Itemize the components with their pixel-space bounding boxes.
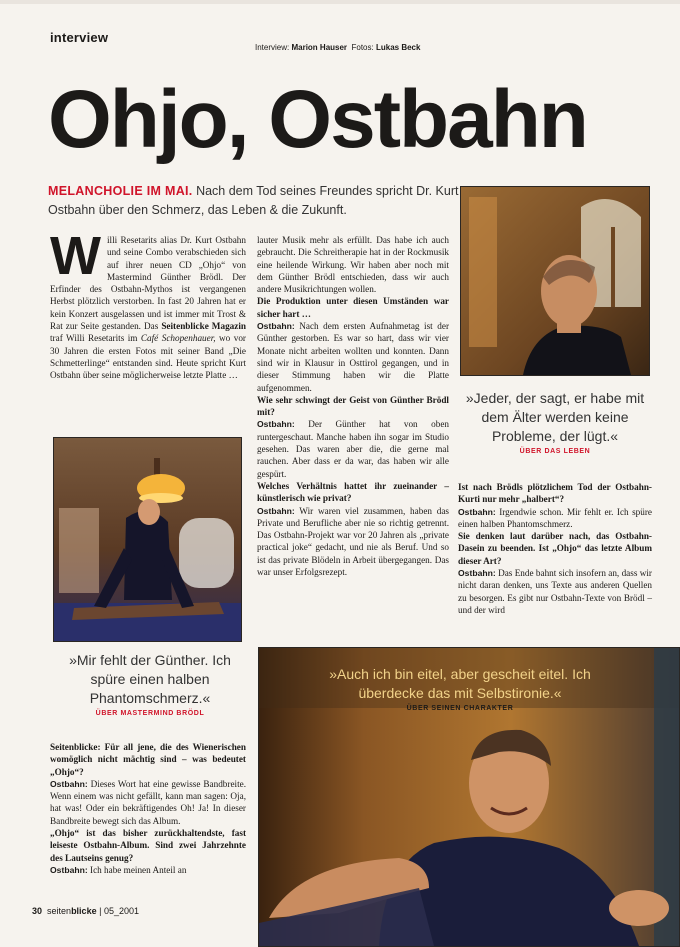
section-label: interview (50, 30, 109, 45)
photos-label: Fotos: (351, 43, 374, 52)
photo-profile-portrait (460, 186, 650, 376)
page-footer (32, 906, 139, 916)
top-edge-rule (0, 0, 680, 4)
column-1-lower (50, 741, 246, 876)
pullquote-guenther (52, 651, 248, 717)
photographer-name: Lukas Beck (375, 43, 421, 52)
footer-magazine-bold: blicke (71, 906, 97, 916)
a-quiet-text: Ich habe meinen Anteil an (87, 864, 187, 875)
byline-credits (255, 43, 420, 52)
a-spirit-label: Ostbahn: (257, 419, 295, 430)
col2-text: lauter Musik mehr als erfüllt. Das habe ich auch gebraucht. Die Schreitherapie hat in der Rockmusik eine heilende Wirkung. Wir haben aber noch mit dem Günther Brödl entschieden, dass wir auch andere Musikrichtungen wollen. (257, 235, 449, 295)
q-ohjo-label: Seitenblicke: (50, 742, 101, 752)
interviewer-name: Marion Hauser (291, 43, 348, 52)
pullquote-charakter (310, 665, 610, 712)
intro-text-b: traf Willi Resetarits im (50, 333, 141, 344)
q-ohjo-text: Für all jene, die des Wienerischen womöglich nicht mächtig sind – was bedeutet „Ohjo“? (50, 742, 246, 777)
photo-leaning-at-table (53, 437, 242, 642)
q-spirit: Wie sehr schwingt der Geist von Günther Brödl mit? (257, 394, 449, 418)
a-last-album-label: Ostbahn: (458, 568, 496, 579)
q-last-album: Sie denken laut darüber nach, das Ostbahn-Dasein zu beenden. Ist „Ohjo“ das letzte Album dieser Art? (458, 531, 652, 566)
q-relationship: Welches Verhältnis hattet ihr zueinander – künstlerisch wie privat? (257, 480, 449, 504)
intro-column (50, 226, 246, 382)
a-production-text: Nach dem ersten Aufnahmetag ist der Günther gestorben. Es war so hart, dass wir vier Monate nicht arbeiten wollten und konnten. Dann sind wir in Klausur in Osttirol gegangen, und in dieser Stimmung haben wir die Platte aufgenommen. (257, 321, 449, 393)
photo-profile-portrait-image (461, 187, 649, 375)
a-halbert-label: Ostbahn: (458, 506, 496, 517)
intro-text-c: wo vor 30 Jahren die ersten Fotos mit seiner Band „Die Schmetterlinge“ entstanden sind. Heute spricht Kurt Ostbahn über seine möglicherweise letzte Platte … (50, 333, 246, 381)
a-last-album-text: Das Ende bahnt sich insofern an, dass wir nicht daran denken, uns Texte aus anderen Quellen zu besorgen. Es gibt nur Ostbahn-Texte von Brödl – und der wird (458, 568, 652, 615)
a-relationship-label: Ostbahn: (257, 505, 295, 516)
intro-text-a: illi Resetarits alias Dr. Kurt Ostbahn und seine Combo verabschieden sich auf ihrer neuen CD „Ohjo“ von Mastermind Günther Brödl. Der Erfinder des Ostbahn-Mythos ist vergangenen Herbst plötzlich verstorben. In fast 20 Jahren hat er kein Konzert ausgelassen und ist immer mit Trost & Rat zur Seite gestanden. Das (50, 235, 246, 332)
interview-label: Interview: (255, 43, 290, 52)
pullquote-charakter-text: »Auch ich bin eitel, aber gescheit eitel. Ich überdecke das mit Selbstironie.« (329, 666, 591, 701)
footer-issue: 05_2001 (103, 906, 139, 916)
a-spirit-text: Der Günther hat von oben runtergeschaut. Manche haben ihn sogar im Studio gesehen. Das waren aber die, die gerne mal rauchen. Aber dass er da war, das haben wir alle gespürt. (257, 419, 449, 479)
a-relationship-text: Wir waren viel zusammen, haben das Private und Berufliche aber nie so richtig getrennt. Das Ostbahn-Projekt war vor 20 Jahren als „private practical joke“ gedacht, und nie als Beruf. Und so ist das private Blödeln in Arbeit übergegangen. Das war unser Erfolgsrezept. (257, 505, 449, 578)
column-3 (458, 481, 652, 616)
pullquote-charakter-source: ÜBER SEINEN CHARAKTER (406, 705, 514, 712)
pullquote-leben-text: »Jeder, der sagt, er habe mit dem Älter werden keine Probleme, der lügt.« (465, 390, 645, 444)
intro-magazine: Seitenblicke Magazin (161, 321, 246, 332)
pullquote-guenther-source: ÜBER MASTERMIND BRÖDL (95, 710, 205, 717)
headline: Ohjo, Ostbahn (48, 74, 587, 165)
q-halbert: Ist nach Brödls plötzlichem Tod der Ostbahn-Kurti nur mehr „halbert“? (458, 482, 652, 505)
footer-magazine-light: seiten (47, 906, 72, 916)
pullquote-guenther-text: »Mir fehlt der Günther. Ich spüre einen halben Phantomschmerz.« (69, 652, 231, 706)
column-2 (257, 234, 449, 578)
a-ohjo-label: Ostbahn: (50, 778, 88, 789)
a-halbert-text: Irgendwie schon. Mir fehlt er. Ich spüre einen halben Phantomschmerz. (458, 506, 652, 529)
deck-kicker: MELANCHOLIE IM MAI. (48, 184, 193, 198)
photo-leaning-at-table-image (54, 438, 241, 641)
a-production-label: Ostbahn: (257, 321, 295, 332)
intro-cafe: Café Schopenhauer, (140, 333, 216, 344)
deck (48, 182, 468, 220)
pullquote-leben-source: ÜBER DAS LEBEN (519, 448, 591, 455)
q-quiet-album: „Ohjo“ ist das bisher zurückhaltendste, fast leiseste Ostbahn-Album. Sind zwei Jahrzehnte des Lautseins genug? (50, 828, 246, 863)
deck-text: Nach dem Tod seines Freundes spricht Dr. Kurt Ostbahn über den Schmerz, das Leben & die Zukunft. (48, 184, 459, 217)
pullquote-leben (462, 389, 648, 455)
a-quiet-label: Ostbahn: (50, 864, 88, 875)
dropcap: W (50, 226, 101, 286)
a-ohjo-text: Dieses Wort hat eine gewisse Bandbreite. Wenn einem was nicht gefällt, kann man sagen: Oja, hat was! Oder ein bekräftigendes Oh! Ja! In dieser Bandbreite bewegt sich das Album. (50, 778, 246, 826)
page-number: 30 (32, 906, 43, 916)
footer-divider: | (99, 906, 102, 916)
q-production: Die Produktion unter diesen Umständen war sicher hart … (257, 296, 449, 319)
